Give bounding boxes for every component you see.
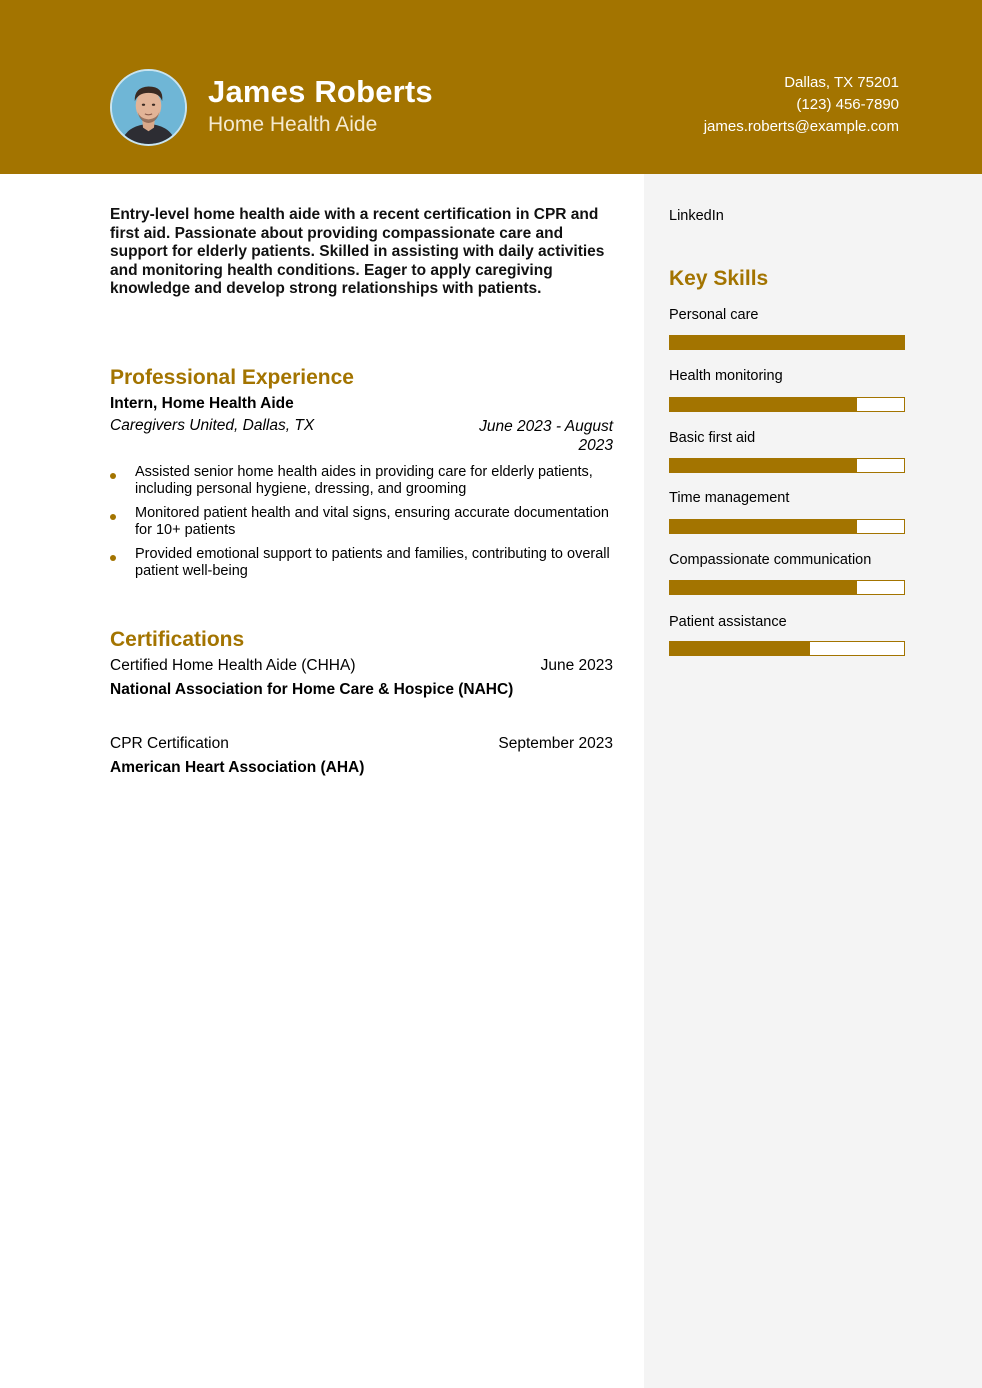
skill-level-fill [670,398,857,411]
skill-level-fill [670,642,810,655]
skill-level-fill [670,581,857,594]
resume-header [0,0,982,174]
candidate-name: James Roberts [208,74,433,109]
skill-item [669,307,905,323]
key-skills-heading: Key Skills [669,267,769,290]
list-item [110,505,613,538]
certification-org: American Heart Association (AHA) [110,759,365,776]
skill-label: Personal care [669,307,759,323]
certification-name: Certified Home Health Aide (CHHA) [110,657,356,674]
skill-label: Health monitoring [669,368,783,384]
job-bullet-list [110,464,613,587]
skill-item [669,430,905,446]
certification-date: June 2023 [540,657,613,674]
bullet-dot-icon [110,555,116,561]
job-company: Caregivers United, Dallas, TX [110,417,315,434]
person-portrait-icon [112,71,185,144]
skill-label: Compassionate communication [669,552,872,568]
skill-level-bar [669,335,905,350]
skill-item [669,614,905,630]
skill-level-bar [669,519,905,534]
certification-date: September 2023 [498,735,613,752]
skill-item [669,368,905,384]
profile-photo [110,69,187,146]
skill-item [669,552,905,568]
skill-label: Patient assistance [669,614,787,630]
skill-label: Time management [669,490,790,506]
certification-item [110,735,613,777]
skill-level-bar [669,397,905,412]
skill-level-fill [670,336,904,349]
profile-summary: Entry-level home health aide with a recent certification in CPR and first aid. Passionate about providing compassionate care and support for elderly patients. Skilled in assisting with daily activities and monitoring health conditions. Eager to apply caregiving knowledge and develop strong relationships with patients. [110,206,605,298]
sidebar [644,174,982,1388]
contact-location: Dallas, TX 75201 [784,74,899,91]
candidate-job-title: Home Health Aide [208,113,378,136]
contact-phone: (123) 456-7890 [796,96,899,113]
list-item [110,464,613,497]
list-item [110,546,613,579]
certification-item [110,657,613,699]
bullet-text: Monitored patient health and vital signs, ensuring accurate documentation for 10+ patients [135,505,609,538]
bullet-text: Assisted senior home health aides in providing care for elderly patients, including personal hygiene, dressing, and grooming [135,464,593,497]
skill-level-bar [669,580,905,595]
experience-heading: Professional Experience [110,366,354,389]
skill-label: Basic first aid [669,430,756,446]
skill-level-fill [670,459,857,472]
job-dates: June 2023 - August 2023 [479,418,613,454]
certifications-heading: Certifications [110,628,245,651]
skill-level-bar [669,641,905,656]
contact-info [704,72,899,138]
certification-name: CPR Certification [110,735,229,752]
linkedin-link[interactable]: LinkedIn [669,208,724,224]
main-column [110,206,613,299]
skill-level-fill [670,520,857,533]
bullet-dot-icon [110,514,116,520]
skill-level-bar [669,458,905,473]
skill-item [669,490,905,506]
contact-email: james.roberts@example.com [703,118,899,135]
job-role: Intern, Home Health Aide [110,395,294,412]
bullet-text: Provided emotional support to patients and families, contributing to overall patient well-being [135,546,610,579]
bullet-dot-icon [110,473,116,479]
certification-org: National Association for Home Care & Hospice (NAHC) [110,681,514,698]
